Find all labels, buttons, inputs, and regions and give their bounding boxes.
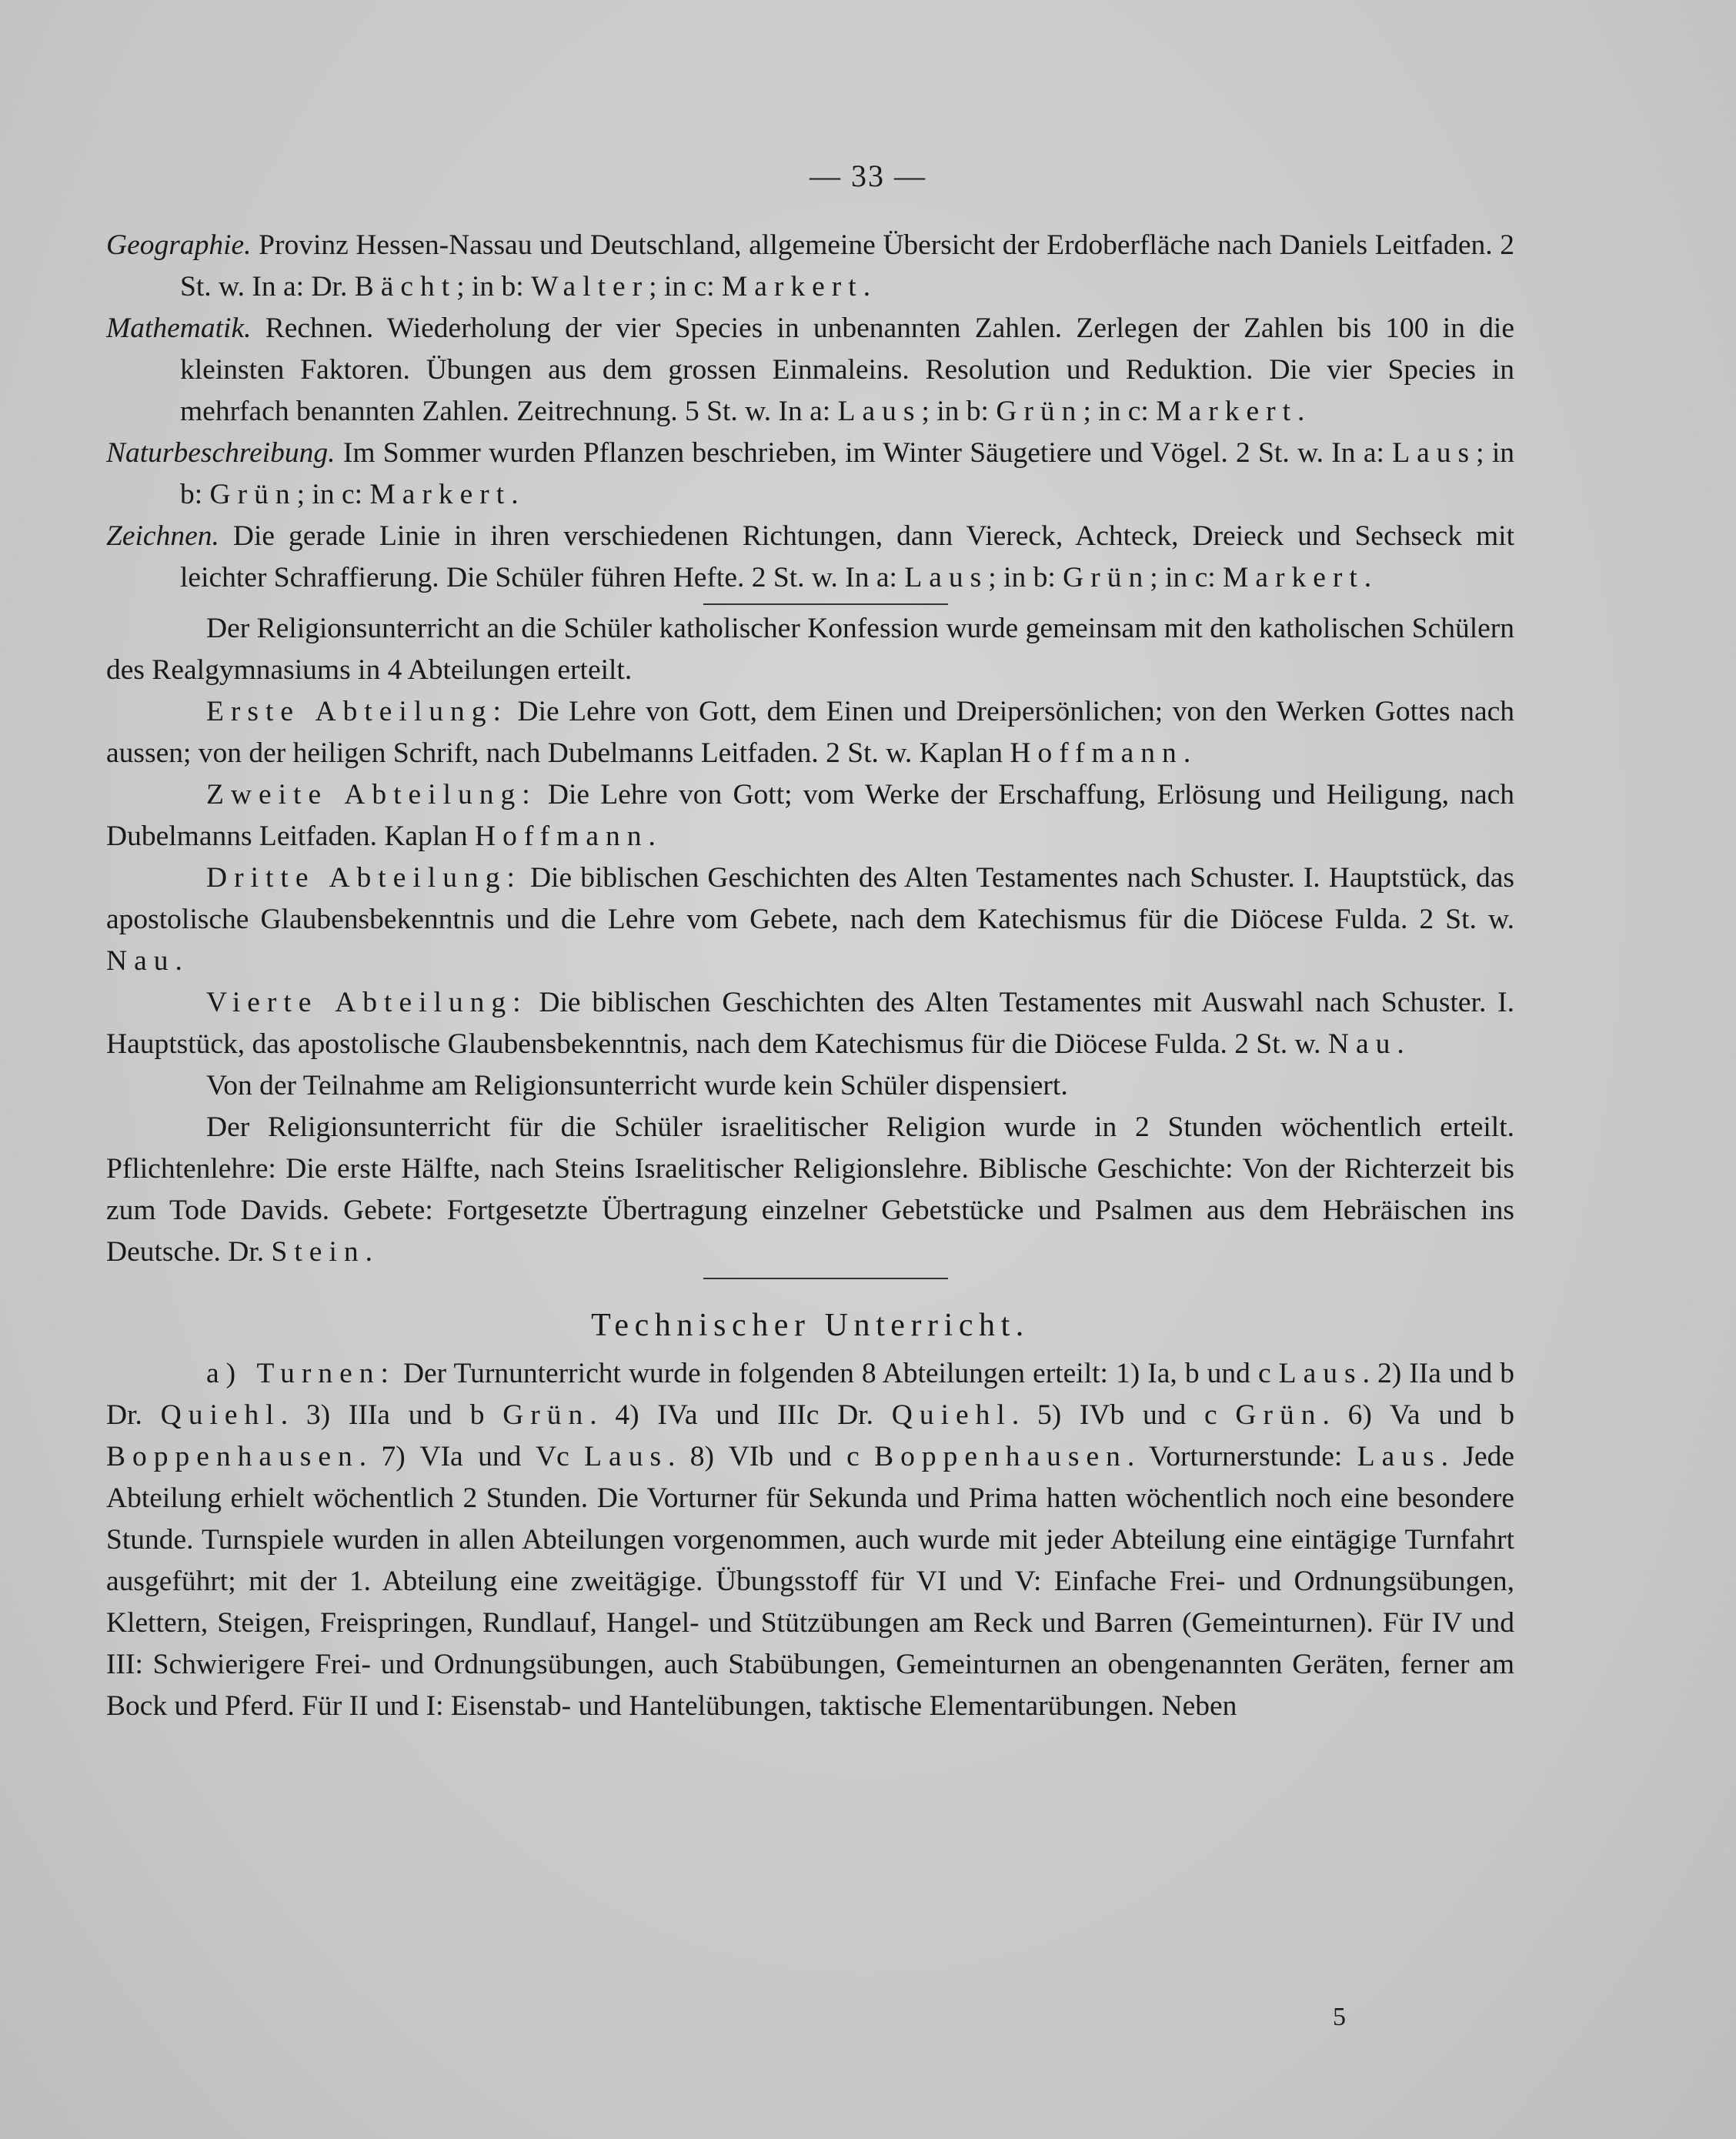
subject-entry-naturbeschreibung: Naturbeschreibung. Im Sommer wurden Pflanzen beschrieben, im Winter Säugetiere und Vögel. 2 St. w. In a: Laus; in b: Grün; in c: Markert. — [106, 437, 1514, 510]
religion-israelitisch: Der Religionsunterricht für die Schüler israelitischer Religion wurde in 2 Stunden wöchentlich erteilt. Pflichtenlehre: Die erste Hälfte, nach Steins Israelitischer Religionslehre. Biblische Geschichte: Von der Richterzeit bis zum Tode Davids. Gebete: Fortgesetzte Übertragung einzelner Gebetstücke und Psalmen aus dem Hebräischen ins Deutsche. Dr. Stein. — [106, 1111, 1514, 1268]
subject-label: Geographie. — [106, 229, 252, 261]
section-divider — [703, 1278, 948, 1279]
teacher-name: Quiehl — [160, 1399, 281, 1431]
abteilung-label: Vierte Abteilung: — [206, 987, 528, 1018]
teacher-name: Markert — [1156, 396, 1297, 427]
teacher-name: Hoffmann — [1010, 737, 1183, 769]
teacher-name: Boppenhausen — [874, 1441, 1127, 1472]
religion-dispens: Von der Teilnahme am Religionsunterricht wurde kein Schüler dispensiert. — [206, 1070, 1068, 1101]
teacher-name: Grün — [1235, 1399, 1323, 1431]
teacher-name: Laus — [837, 396, 922, 427]
religion-abteilung-2: Zweite Abteilung: Die Lehre von Gott; vom Werke der Erschaffung, Erlösung und Heiligung, nach Dubelmanns Leitfaden. Kaplan Hoffmann. — [106, 779, 1514, 852]
page-body — [106, 225, 1514, 1727]
teacher-name: Grün — [1063, 562, 1150, 593]
teacher-name: Quiehl — [891, 1399, 1012, 1431]
signature-mark: 5 — [1333, 2003, 1346, 2031]
subject-label: Naturbeschreibung. — [106, 437, 336, 469]
teacher-name: Laus — [904, 562, 989, 593]
teacher-name: Boppenhausen — [106, 1441, 359, 1472]
subject-label: Mathematik. — [106, 312, 252, 344]
religion-abteilung-1: Erste Abteilung: Die Lehre von Gott, dem Einen und Dreipersönlichen; von den Werken Gottes nach aussen; von der heiligen Schrift, nach Dubelmanns Leitfaden. 2 St. w. Kaplan Hoffmann. — [106, 696, 1514, 769]
teacher-name: Laus — [1357, 1441, 1441, 1472]
teacher-name: Hoffmann — [475, 821, 649, 852]
section-heading: Technischer Unterricht. — [591, 1308, 1030, 1343]
religion-intro: Der Religionsunterricht an die Schüler katholischer Konfession wurde gemeinsam mit den katholischen Schülern des Realgymnasiums in 4 Abteilungen erteilt. — [106, 613, 1514, 686]
abteilung-label: Erste Abteilung: — [206, 696, 508, 727]
subject-entry-geographie: Geographie. Provinz Hessen-Nassau und Deutschland, allgemeine Übersicht der Erdoberfläche nach Daniels Leitfaden. 2 St. w. In a: Dr. Bächt; in b: Walter; in c: Markert. — [106, 229, 1514, 302]
teacher-name: Nau — [1327, 1028, 1397, 1060]
abteilung-label: Zweite Abteilung: — [206, 779, 537, 810]
section-divider — [703, 603, 948, 605]
teacher-name: Laus — [1278, 1358, 1363, 1389]
turnen-paragraph: a) Turnen: Der Turnunterricht wurde in folgenden 8 Abteilungen erteilt: 1) Ia, b und c Laus. 2) IIa und b Dr. Quiehl. 3) IIIa und b Grün. 4) IVa und IIIc Dr. Quiehl. 5) IVb und c Grün. 6) Va und b Boppenhausen. 7) VIa und Vc Laus. 8) VIb und c Boppenhausen. Vorturnerstunde: Laus. Jede Abteilung erhielt wöchentlich 2 Stunden. Die Vorturner für Sekunda und Prima hatten wöchentlich noch eine besondere Stunde. Turnspiele wurden in allen Abteilungen vorgenommen, auch wurde mit jeder Abteilung eine eintägige Turnfahrt ausgeführt; mit der 1. Abteilung eine zweitägige. Übungsstoff für VI und V: Einfache Frei- und Ordnungsübungen, Klettern, Steigen, Freispringen, Rundlauf, Hangel- und Stützübungen am Reck und Barren (Gemeinturnen). Für IV und III: Schwierigere Frei- und Ordnungsübungen, auch Stabübungen, Gemeinturnen an obengenannten Geräten, ferner am Bock und Pferd. Für II und I: Eisenstab- und Hantelübungen, taktische Elementarübungen. Neben — [106, 1358, 1515, 1722]
teacher-name: Grün — [996, 396, 1083, 427]
abteilung-label: Dritte Abteilung: — [206, 862, 522, 894]
teacher-name: Nau — [106, 945, 175, 977]
page-number: — 33 — — [810, 159, 926, 193]
teacher-name: Markert — [1223, 562, 1364, 593]
subject-entry-zeichnen: Zeichnen. Die gerade Linie in ihren verschiedenen Richtungen, dann Viereck, Achteck, Dreieck und Sechseck mit leichter Schraffierung. Die Schüler führen Hefte. 2 St. w. In a: Laus; in b: Grün; in c: Markert. — [106, 520, 1514, 593]
religion-abteilung-3: Dritte Abteilung: Die biblischen Geschichten des Alten Testamentes nach Schuster. I. Hauptstück, das apostolische Glaubensbekenntnis und die Lehre vom Gebete, nach dem Katechismus für die Diöcese Fulda. 2 St. w. Nau. — [106, 862, 1514, 977]
subject-label: Zeichnen. — [106, 520, 219, 552]
teacher-name: Bächt — [354, 271, 457, 302]
teacher-name: Walter — [531, 271, 649, 302]
teacher-name: Laus — [1392, 437, 1477, 469]
religion-abteilung-4: Vierte Abteilung: Die biblischen Geschichten des Alten Testamentes mit Auswahl nach Schuster. I. Hauptstück, das apostolische Glaubensbekenntnis, nach dem Katechismus für die Diöcese Fulda. 2 St. w. Nau. — [106, 987, 1515, 1060]
teacher-name: Markert — [369, 479, 512, 510]
subject-entry-mathematik: Mathematik. Rechnen. Wiederholung der vier Species in unbenannten Zahlen. Zerlegen der Zahlen bis 100 in die kleinsten Faktoren. Übungen aus dem grossen Einmaleins. Resolution und Reduktion. Die vier Species in mehrfach benannten Zahlen. Zeitrechnung. 5 St. w. In a: Laus; in b: Grün; in c: Markert. — [106, 312, 1514, 427]
teacher-name: Grün — [209, 479, 297, 510]
teacher-name: Stein — [271, 1236, 366, 1268]
teacher-name: Markert — [721, 271, 863, 302]
teacher-name: Laus — [584, 1441, 669, 1472]
turnen-label: a) Turnen: — [206, 1358, 396, 1389]
teacher-name: Grün — [502, 1399, 590, 1431]
